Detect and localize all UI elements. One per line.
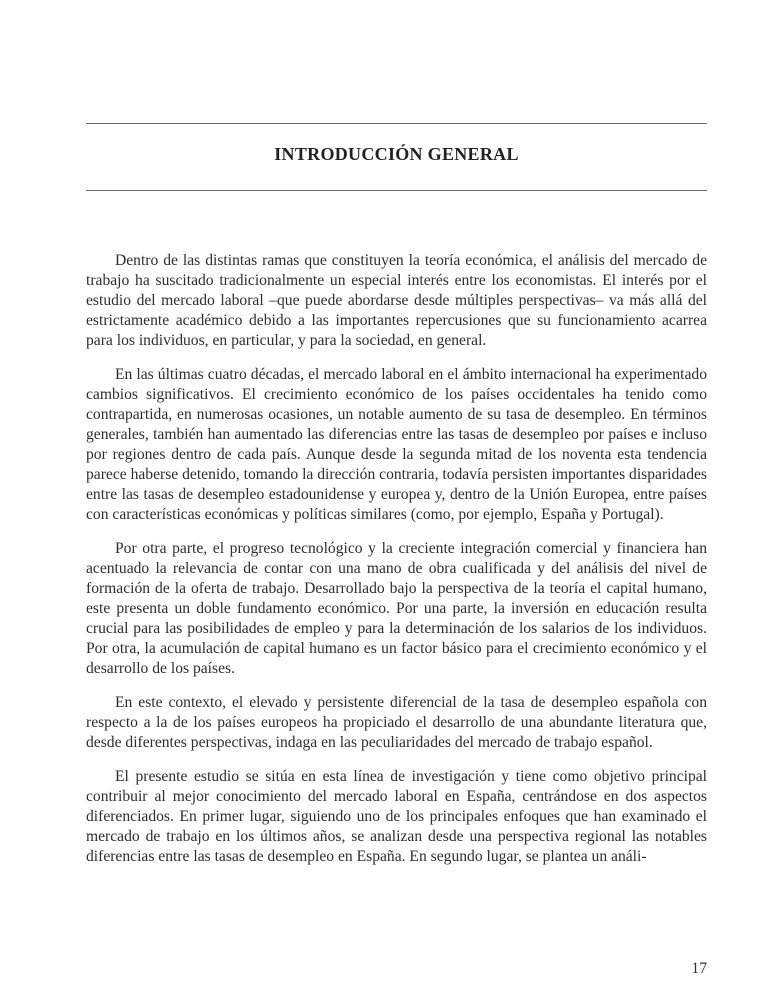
bottom-rule: [86, 190, 707, 191]
top-rule: [86, 123, 707, 124]
paragraph: Dentro de las distintas ramas que constituyen la teoría económica, el análisis del mercado de trabajo ha suscitado tradicionalmente un especial interés entre los economistas. El interés por el estudio del mercado laboral –que puede abordarse desde múltiples perspectivas– va más allá del estrictamente académico debido a las importantes repercusiones que su funcionamiento acarrea para los individuos, en particular, y para la sociedad, en general.: [86, 252, 707, 349]
paragraph: El presente estudio se sitúa en esta línea de investigación y tiene como objetivo principal contribuir al mejor conocimiento del mercado laboral en España, centrándose en dos aspectos diferenciados. En primer lugar, siguiendo uno de los principales enfoques que han examinado el mercado de trabajo en los últimos años, se analizan desde una perspectiva regional las notables diferencias entre las tasas de desempleo en España. En segundo lugar, se plantea un análi-: [86, 768, 707, 865]
paragraph: En este contexto, el elevado y persistente diferencial de la tasa de desempleo española con respecto a la de los países europeos ha propiciado el desarrollo de una abundante literatura que, desde diferentes perspectivas, indaga en las peculiaridades del mercado de trabajo español.: [86, 694, 707, 751]
body-text: [86, 251, 707, 881]
paragraph: En las últimas cuatro décadas, el mercado laboral en el ámbito internacional ha experimentado cambios significativos. El crecimiento económico de los países occidentales ha tenido como contrapartida, en numerosas ocasiones, un notable aumento de su tasa de desempleo. En términos generales, también han aumentado las diferencias entre las tasas de desempleo por países e incluso por regiones dentro de cada país. Aunque desde la segunda mitad de los noventa esta tendencia parece haberse detenido, tomando la dirección contraria, todavía persisten importantes disparidades entre las tasas de desempleo estadounidense y europea y, dentro de la Unión Europea, entre países con características económicas y políticas similares (como, por ejemplo, España y Portugal).: [86, 366, 707, 523]
paragraph: Por otra parte, el progreso tecnológico y la creciente integración comercial y financiera han acentuado la relevancia de contar con una mano de obra cualificada y del análisis del nivel de formación de la oferta de trabajo. Desarrollado bajo la perspectiva de la teoría el capital humano, este presenta un doble fundamento económico. Por una parte, la inversión en educación resulta crucial para las posibilidades de empleo y para la determinación de los salarios de los individuos. Por otra, la acumulación de capital humano es un factor básico para el crecimiento económico y el desarrollo de los países.: [86, 540, 707, 677]
page-number: 17: [691, 960, 707, 977]
chapter-title: INTRODUCCIÓN GENERAL: [274, 144, 519, 164]
